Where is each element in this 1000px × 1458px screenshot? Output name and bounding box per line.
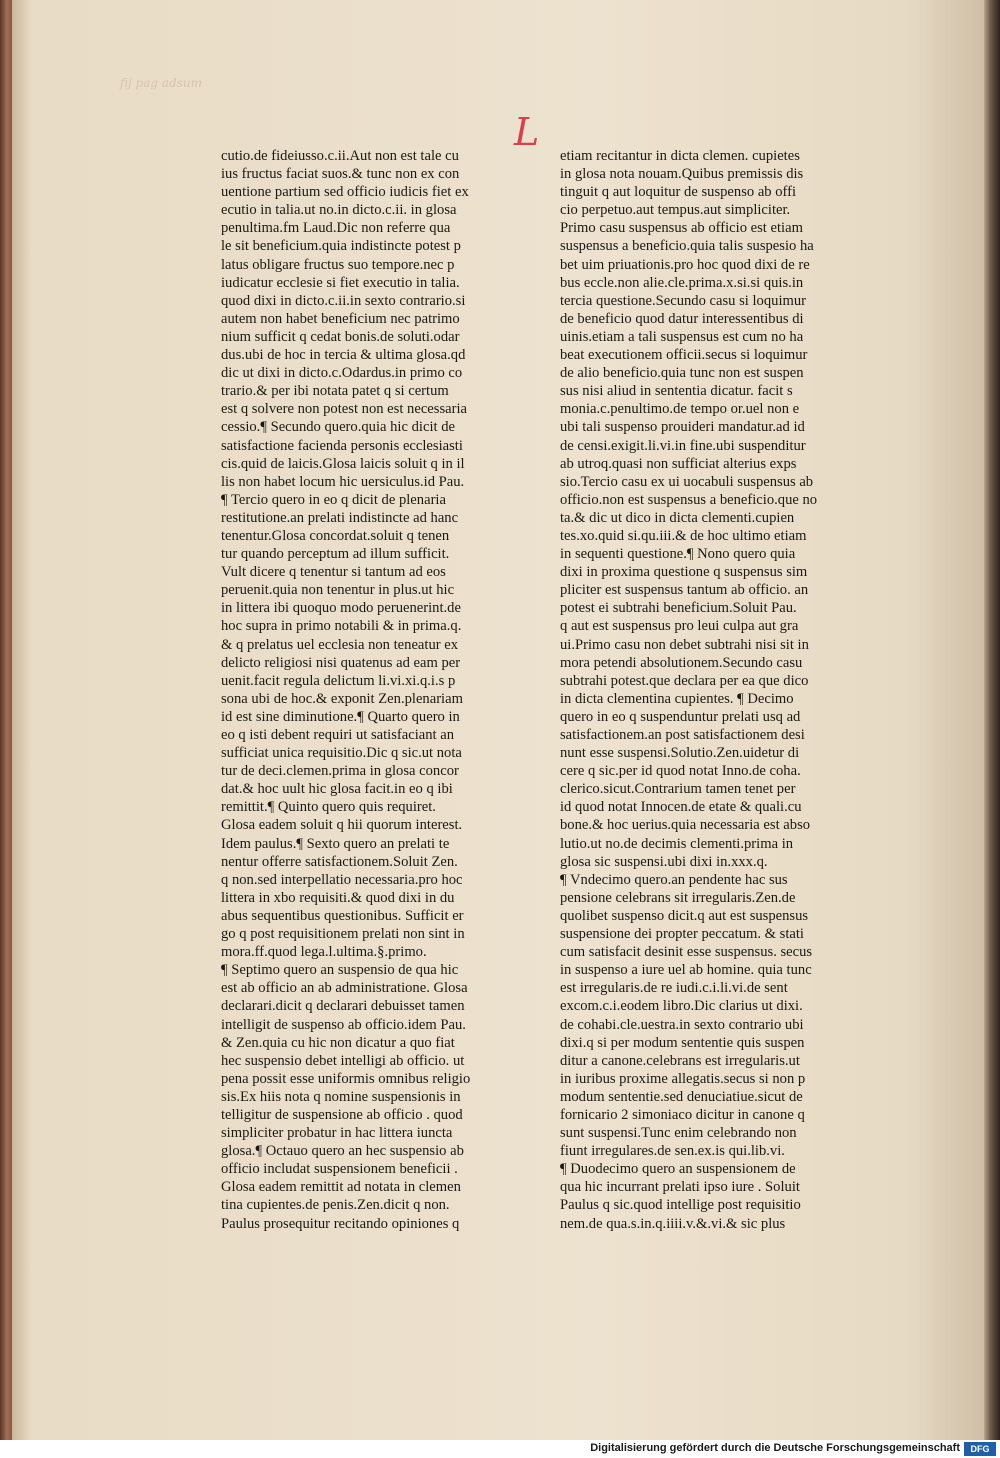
- left-column-line: Vult dicere q tenentur si tantum ad eos: [221, 564, 446, 581]
- right-column-line: in sequenti questione.¶ Nono quero quia: [560, 546, 796, 563]
- right-column-line: ditur a canone.celebrans est irregularis.ut: [560, 1052, 800, 1069]
- right-column-line: sio.Tercio casu ex ui uocabuli suspensus ab: [560, 473, 814, 490]
- right-column-line: clerico.sicut.Contrarium tamen tenet per: [560, 781, 796, 798]
- right-column-line: ¶ Vndecimo quero.an pendente hac sus: [560, 871, 788, 888]
- right-column-line: est irregularis.de re iudi.c.i.li.vi.de sent: [560, 980, 788, 997]
- left-column-line: tenentur.Glosa concordat.soluit q tenen: [221, 527, 450, 544]
- right-column-line: ¶ Duodecimo quero an suspensionem de: [560, 1161, 796, 1178]
- right-column-line: satisfactionem.an post satisfactionem desi: [560, 727, 805, 743]
- right-column-line: de beneficio quod datur interessentibus di: [560, 310, 804, 327]
- left-column-line: sona ubi de hoc.& exponit Zen.plenariam: [221, 690, 463, 707]
- right-column-line: q aut est suspensus pro leui culpa aut gra: [560, 618, 799, 635]
- right-column-line: tes.xo.quid si.qu.iii.& de hoc ultimo etiam: [560, 527, 807, 544]
- left-column-line: abus sequentibus questionibus. Sufficit er: [221, 907, 464, 924]
- left-column-line: restitutione.an prelati indistincte ad hanc: [221, 509, 459, 526]
- right-column-line: tercia questione.Secundo casu si loquimur: [560, 292, 807, 309]
- right-column-line: qua hic incurrant prelati ipso iure . Soluit: [560, 1179, 800, 1196]
- left-column-line: cessio.¶ Secundo quero.quia hic dicit de: [221, 419, 455, 436]
- right-column-line: in suspenso a iure uel ab homine. quia tunc: [560, 962, 812, 979]
- right-column-line: Paulus q sic.quod intellige post requisitio: [560, 1197, 801, 1214]
- right-column-line: ta.& dic ut dico in dicta clementi.cupien: [560, 509, 795, 526]
- left-column-line: mora.ff.quod lega.l.ultima.§.primo.: [221, 944, 427, 961]
- left-column-line: ¶ Septimo quero an suspensio de qua hic: [221, 962, 459, 979]
- right-column-line: Primo casu suspensus ab officio est etiam: [560, 220, 803, 237]
- left-column-line: pena possit esse uniformis omnibus religio: [221, 1070, 471, 1087]
- left-column-line: tur quando perceptum ad illum sufficit.: [221, 546, 450, 563]
- right-column-line: bone.& hoc uerius.quia necessaria est abso: [560, 817, 811, 834]
- left-column-line: est ab officio an ab administratione. Glosa: [221, 980, 468, 997]
- left-column-line: hec suspensio debet intelligi ab officio. ut: [221, 1052, 465, 1069]
- left-column-line: glosa.¶ Octauo quero an hec suspensio ab: [221, 1143, 464, 1160]
- left-column-line: ¶ Tercio quero in eo q dicit de plenaria: [221, 491, 446, 508]
- footer-bar: [0, 1440, 1000, 1458]
- left-column-line: in littera ibi quoquo modo peruenerint.de: [221, 600, 461, 617]
- left-column-line: officio includat suspensionem beneficii .: [221, 1161, 458, 1178]
- left-column-line: Idem paulus.¶ Sexto quero an prelati te: [221, 835, 450, 852]
- right-column-line: subtrahi potest.que declara per ea que dico: [560, 672, 809, 689]
- left-column-line: cutio.de fideiusso.c.ii.Aut non est tale cu: [221, 148, 459, 164]
- left-column-line: littera in xbo requisiti.& quod dixi in du: [221, 889, 455, 906]
- left-column-line: dic ut dixi in dicto.c.Odardus.in primo co: [221, 365, 463, 382]
- left-column-line: penultima.fm Laud.Dic non referre qua: [221, 220, 451, 237]
- right-column-line: de censi.exigit.li.vi.in fine.ubi suspenditur: [560, 437, 806, 454]
- right-column-line: nunt esse suspensi.Solutio.Zen.uidetur di: [560, 745, 800, 762]
- right-column-line: glosa sic suspensi.ubi dixi in.xxx.q.: [560, 853, 768, 870]
- left-column-line: est q solvere non potest non est necessaria: [221, 401, 467, 418]
- left-column-line: go q post requisitionem prelati non sint in: [221, 926, 465, 943]
- right-column-line: ab utroq.quasi non sufficiat alterius exps: [560, 455, 797, 472]
- left-column-line: Glosa eadem soluit q hii quorum interest.: [221, 817, 463, 834]
- right-column-line: dixi in proxima questione q suspensus sim: [560, 564, 808, 581]
- right-column-line: in iuribus proxime allegatis.secus si non p: [560, 1070, 806, 1087]
- right-column-line: fiunt irregulares.de sen.ex.is qui.lib.vi.: [560, 1143, 785, 1160]
- left-column-line: uentione partium sed officio iudicis fiet ex: [221, 184, 469, 201]
- right-column-line: id quod notat Innocen.de etate & quali.cu: [560, 799, 802, 816]
- left-column-line: simpliciter probatur in hac littera iuncta: [221, 1125, 453, 1142]
- right-column-line: cere q sic.per id quod notat Inno.de coha.: [560, 763, 801, 780]
- right-column-line: suspensus a beneficio.quia talis suspesio ha: [560, 238, 814, 255]
- left-column-line: tina cupientes.de penis.Zen.dicit q non.: [221, 1197, 450, 1214]
- left-column-line: telligitur de suspensione ab officio . quod: [221, 1106, 463, 1123]
- right-column-line: modum sententie.sed denuciatiue.sicut de: [560, 1088, 803, 1105]
- right-column-line: nem.de qua.s.in.q.iiii.v.&.vi.& sic plus: [560, 1215, 786, 1232]
- right-column-line: uinis.etiam a tali suspensus est cum no ha: [560, 328, 804, 345]
- right-column-line: dixi.q si per modum sententie quis suspen: [560, 1034, 805, 1051]
- left-column-line: autem non habet beneficium nec patrimo: [221, 310, 460, 327]
- left-column-line: lis non habet locum hic uersiculus.id Pau.: [221, 473, 465, 490]
- left-column-line: latus obligare fructus suo tempore.nec p: [221, 256, 455, 273]
- right-text-column: [560, 147, 852, 1233]
- left-column-line: & q prelatus uel ecclesia non teneatur ex: [221, 636, 459, 653]
- pencil-annotation: fij pag adsum: [120, 76, 202, 90]
- right-column-line: ubi tali suspenso prouideri mandatur.ad id: [560, 419, 805, 436]
- right-column-line: lutio.ut no.de decimis clementi.prima in: [560, 835, 794, 852]
- left-column-line: quod dixi in dicto.c.ii.in sexto contrario.si: [221, 292, 466, 309]
- right-column-line: suspensione dei propter peccatum. & stati: [560, 926, 804, 943]
- right-column-line: bus eccle.non alie.cle.prima.x.si.si quis.in: [560, 274, 804, 291]
- left-column-line: peruenit.quia non tenentur in plus.ut hic: [221, 582, 455, 599]
- left-column-line: satisfactione facienda personis ecclesiasti: [221, 437, 463, 454]
- left-column-line: q non.sed interpellatio necessaria.pro hoc: [221, 871, 463, 888]
- left-column-line: Glosa eadem remittit ad notata in clemen: [221, 1179, 461, 1196]
- left-text-column: [221, 147, 511, 1233]
- right-column-line: de alio beneficio.quia tunc non est suspen: [560, 365, 804, 382]
- right-column-line: monia.c.penultimo.de tempo or.uel non e: [560, 401, 800, 418]
- right-column-line: beat executionem officii.secus si loquimur: [560, 347, 808, 364]
- right-column-line: sus nisi aliud in sententia dicatur. facit s: [560, 383, 793, 400]
- right-column-line: fornicario 2 simoniaco dicitur in canone q: [560, 1106, 805, 1123]
- right-column-line: bet uim priuationis.pro hoc quod dixi de re: [560, 256, 810, 273]
- left-column-line: remittit.¶ Quinto quero quis requiret.: [221, 799, 436, 816]
- right-column-line: tinguit q aut loquitur de suspenso ab offi: [560, 184, 797, 201]
- right-column-line: potest ei subtrahi beneficium.Soluit Pau.: [560, 600, 797, 617]
- right-column-line: etiam recitantur in dicta clemen. cupietes: [560, 148, 800, 164]
- left-column-line: sufficiat unica requisitio.Dic q sic.ut nota: [221, 745, 462, 762]
- red-folio-mark: L: [514, 110, 540, 154]
- left-column-line: uenit.facit regula delictum li.vi.xi.q.i.s p: [221, 672, 456, 689]
- left-column-line: trario.& per ibi notata patet q si certum: [221, 383, 449, 400]
- left-column-line: tur de deci.clemen.prima in glosa concor: [221, 763, 459, 780]
- left-column-line: eo q isti debent requiri ut satisfaciant an: [221, 727, 455, 743]
- left-column-line: Paulus prosequitur recitando opiniones q: [221, 1215, 460, 1232]
- right-column-line: de cohabi.cle.uestra.in sexto contrario ubi: [560, 1016, 804, 1033]
- left-column-line: delicto religiosi nisi quatenus ad eam per: [221, 654, 461, 671]
- left-column-line: dat.& hoc uult hic glosa facit.in eo q ibi: [221, 781, 453, 798]
- right-column-line: in glosa nota nouam.Quibus premissis dis: [560, 166, 804, 183]
- left-column-line: sis.Ex hiis nota q nomine suspensionis in: [221, 1088, 461, 1105]
- dfg-logo: DFG: [964, 1442, 996, 1456]
- right-column-line: quolibet suspenso dicit.q aut est suspensus: [560, 907, 809, 924]
- right-column-line: excom.c.i.eodem libro.Dic clarius ut dixi.: [560, 998, 803, 1015]
- left-column-line: ecutio in talia.ut no.in dicto.c.ii. in glosa: [221, 202, 457, 219]
- left-column-line: intelligit de suspenso ab officio.idem Pau.: [221, 1016, 466, 1033]
- left-column-line: & Zen.quia cu hic non dicatur a quo fiat: [221, 1034, 455, 1051]
- right-column-line: mora petendi absolutionem.Secundo casu: [560, 654, 803, 671]
- left-column-line: declarari.dicit q declarari debuisset tamen: [221, 998, 465, 1015]
- page-right-edge: [984, 0, 1000, 1440]
- right-column-line: ui.Primo casu non debet subtrahi nisi sit in: [560, 636, 809, 653]
- digitization-credit: Digitalisierung gefördert durch die Deutsche Forschungsgemeinschaft: [590, 1442, 960, 1454]
- left-column-line: le sit beneficium.quia indistincte potest p: [221, 238, 461, 255]
- right-column-line: sunt suspensi.Tunc enim celebrando non: [560, 1125, 797, 1142]
- right-column-line: in dicta clementina cupientes. ¶ Decimo: [560, 690, 794, 707]
- left-column-line: ius fructus faciat suos.& tunc non ex con: [221, 166, 460, 183]
- right-column-line: cio perpetuo.aut tempus.aut simpliciter.: [560, 202, 791, 219]
- left-column-line: id est sine diminutione.¶ Quarto quero in: [221, 708, 460, 725]
- right-column-line: cum satisfacit desinit esse suspensus. secus: [560, 944, 813, 961]
- right-column-line: quero in eo q suspenduntur prelati usq ad: [560, 708, 801, 725]
- left-column-line: cis.quid de laicis.Glosa laicis soluit q in il: [221, 455, 465, 472]
- left-column-line: hoc supra in primo notabili & in prima.q.: [221, 618, 462, 635]
- left-column-line: nium sufficit q cedat bonis.de soluti.odar: [221, 328, 460, 345]
- left-column-line: iudicatur ecclesie si fiet executio in talia.: [221, 274, 460, 291]
- right-column-line: pensione celebrans sit irregularis.Zen.de: [560, 889, 796, 906]
- right-column-line: officio.non est suspensus a beneficio.que no: [560, 491, 818, 508]
- right-column-line: pliciter est suspensus tantum ab officio. an: [560, 582, 809, 599]
- left-column-line: nentur offerre satisfactionem.Soluit Zen.: [221, 853, 458, 870]
- left-column-line: dus.ubi de hoc in tercia & ultima glosa.qd: [221, 347, 466, 364]
